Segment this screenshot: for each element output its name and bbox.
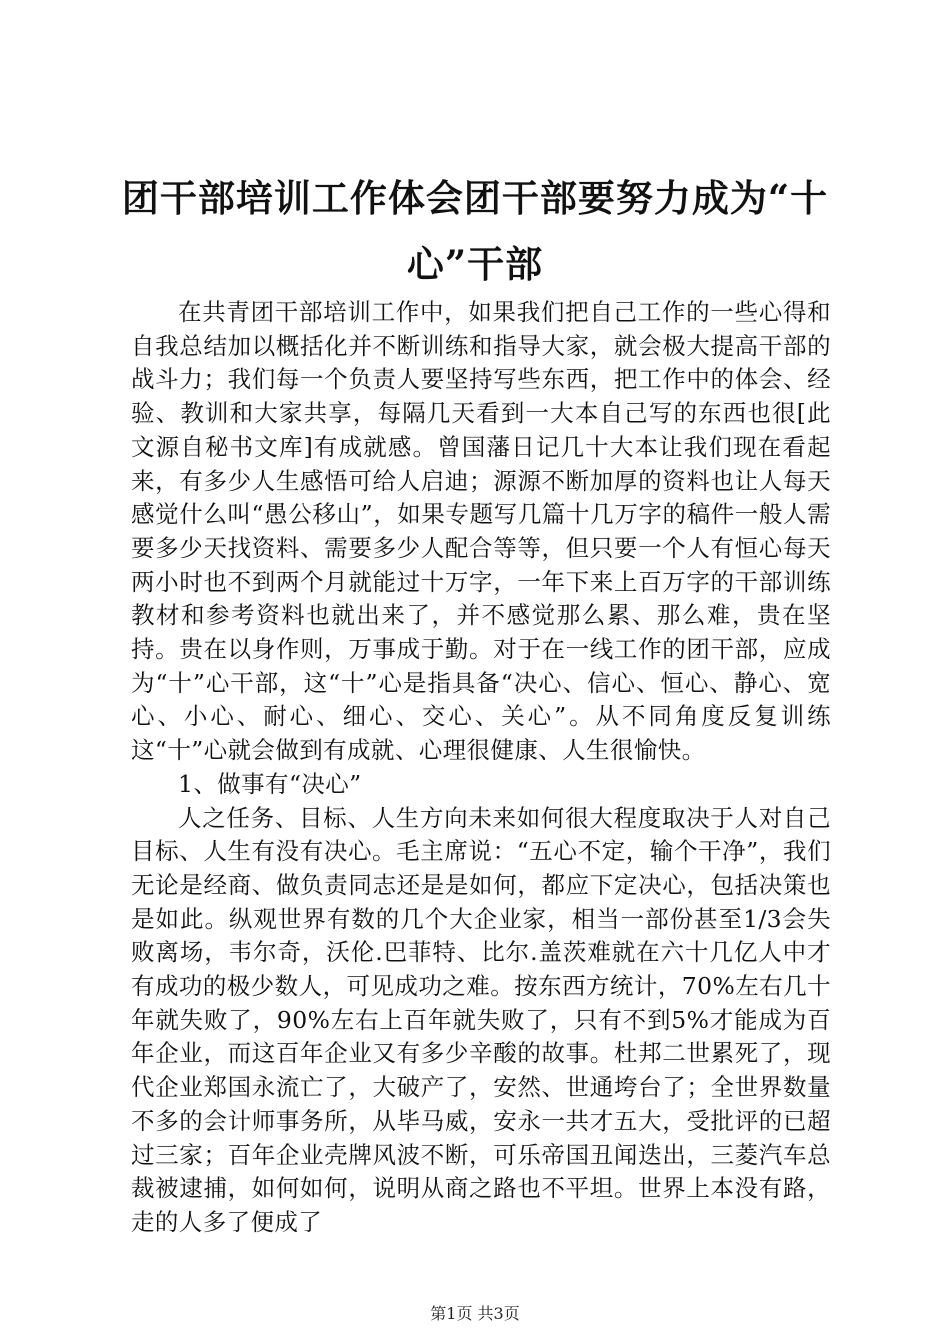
section-heading: 1、做事有“决心” — [178, 769, 362, 798]
body-paragraph: 在共青团干部培训工作中，如果我们把自己工作的一些心得和自我总结加以概括化并不断训练和指导大家，就会极大提高干部的战斗力；我们每一个负责人要坚持写些东西，把工作中的体会、经验、教训和大家共享，每隔几天看到一大本自己写的东西也很[此文源自秘书文库]有成就感。曾国藩日记几十大本让我们现在看起来，有多少人生感悟可给人启迪；源源不断加厚的资料也让人每天感觉什么叫“愚公移山”，如果专题写几篇十几万字的稿件一般人需要多少天找资料、需要多少人配合等等，但只要一个人有恒心每天两小时也不到两个月就能过十万字，一年下来上百万字的干部训练教材和参考资料也就出来了，并不感觉那么累、那么难，贵在坚持。贵在以身作则，万事成于勤。对于在一线工作的团干部，应成为“十”心干部，这“十”心是指具备“决心、信心、恒心、静心、宽心、小心、耐心、细心、交心、关心”。从不同角度反复训练这“十”心就会做到有成就、心理很健康、人生很愉快。 — [131, 298, 831, 765]
page-number-footer: 第1页 共3页 — [430, 1304, 520, 1323]
body-paragraph: 人之任务、目标、人生方向未来如何很大程度取决于人对自己目标、人生有没有决心。毛主席说：“五心不定，输个干净”，我们无论是经商、做负责同志还是是如何，都应下定决心，包括决策也是如此。纵观世界有数的几个大企业家，相当一部份甚至1/3会失败离场，韦尔奇，沃伦.巴菲特、比尔.盖茨难就在六十几亿人中才有成功的极少数人，可见成功之难。按东西方统计，70%左右几十年就失败了，90%左右上百年就失败了，只有不到5%才能成为百年企业，而这百年企业又有多少辛酸的故事。杜邦二世累死了，现代企业郑国永流亡了，大破产了，安然、世通垮台了；全世界数量不多的会计师事务所，从毕马威，安永一共才五大，受批评的已超过三家；百年企业壳牌风波不断，可乐帝国丑闻迭出，三菱汽车总裁被逮捕，如何如何，说明从商之路也不平坦。世界上本没有路，走的人多了便成了 — [131, 803, 831, 1236]
document-title: 团干部培训工作体会团干部要努力成为“十心”干部 — [121, 176, 829, 286]
document-body — [131, 296, 831, 1240]
